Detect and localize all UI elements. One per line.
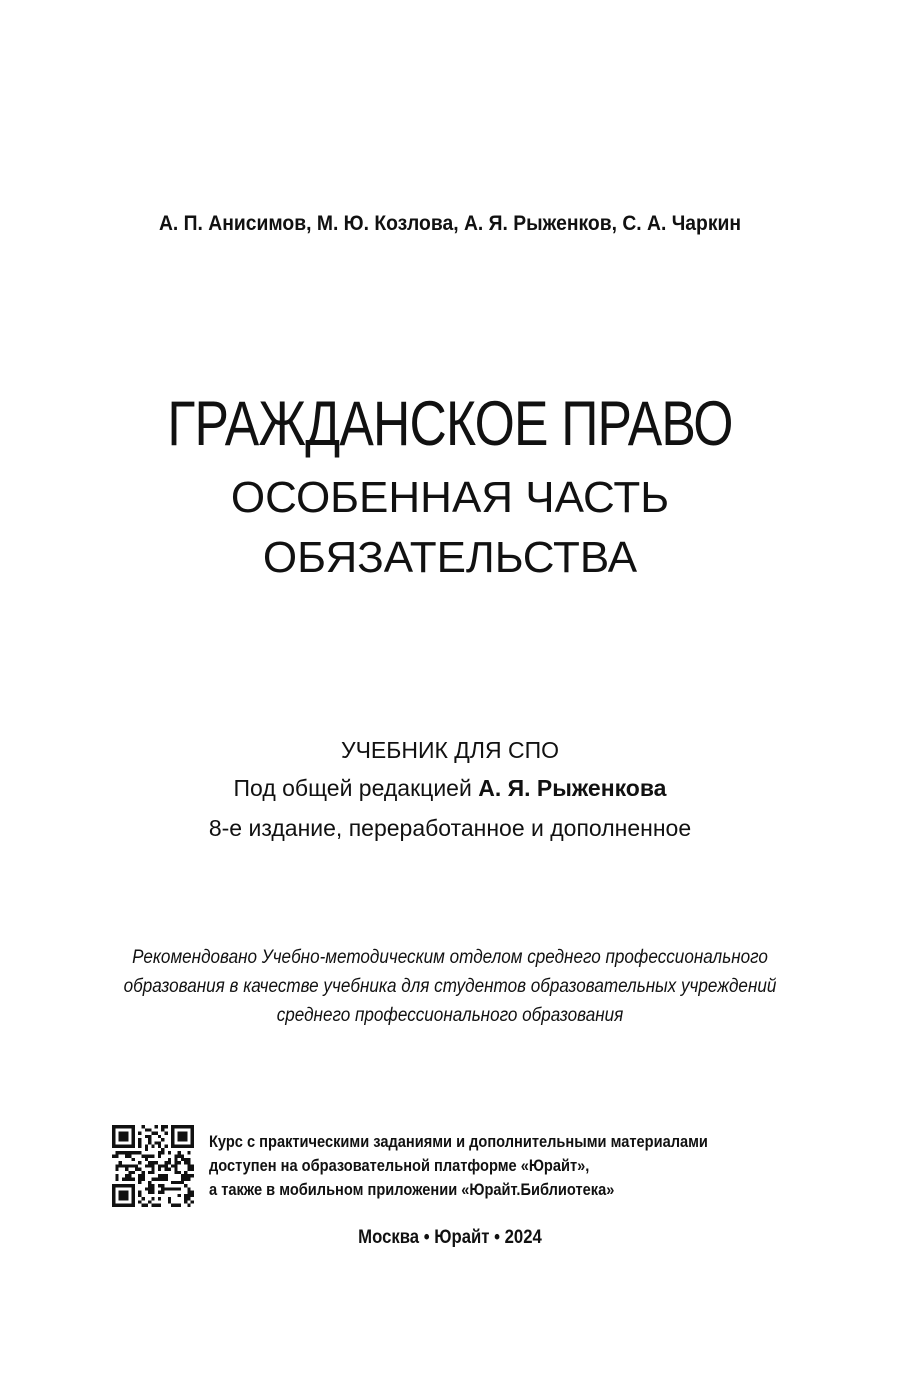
subtitle-part: ОСОБЕННАЯ ЧАСТЬ	[230, 473, 670, 522]
recommendation-line: среднего профессионального образования	[276, 1005, 624, 1026]
course-note-line: а также в мобильном приложении «Юрайт.Библиотека»	[209, 1180, 615, 1199]
book-type: УЧЕБНИК ДЛЯ СПО	[340, 737, 559, 763]
course-note	[209, 1130, 742, 1202]
imprint: Москва • Юрайт • 2024	[358, 1227, 542, 1248]
editor-prefix: Под общей редакцией	[233, 775, 472, 801]
recommendation	[45, 943, 855, 1030]
recommendation-line: Рекомендовано Учебно-методическим отделом среднего профессионального	[132, 947, 768, 968]
edition: 8-е издание, переработанное и дополненное	[208, 815, 692, 841]
authors: А. П. Анисимов, М. Ю. Козлова, А. Я. Рыженков, С. А. Чаркин	[158, 212, 742, 235]
book-title: ГРАЖДАНСКОЕ ПРАВО	[167, 389, 733, 459]
editor-line	[0, 773, 900, 803]
course-note-line: доступен на образовательной платформе «Юрайт»,	[209, 1156, 590, 1175]
course-note-line: Курс с практическими заданиями и дополнительными материалами	[209, 1132, 708, 1151]
editor-name: А. Я. Рыженкова	[478, 775, 667, 801]
subtitle-topic: ОБЯЗАТЕЛЬСТВА	[262, 533, 638, 582]
qr-code-icon	[112, 1125, 194, 1207]
recommendation-line: образования в качестве учебника для студентов образовательных учреждений	[123, 976, 777, 997]
